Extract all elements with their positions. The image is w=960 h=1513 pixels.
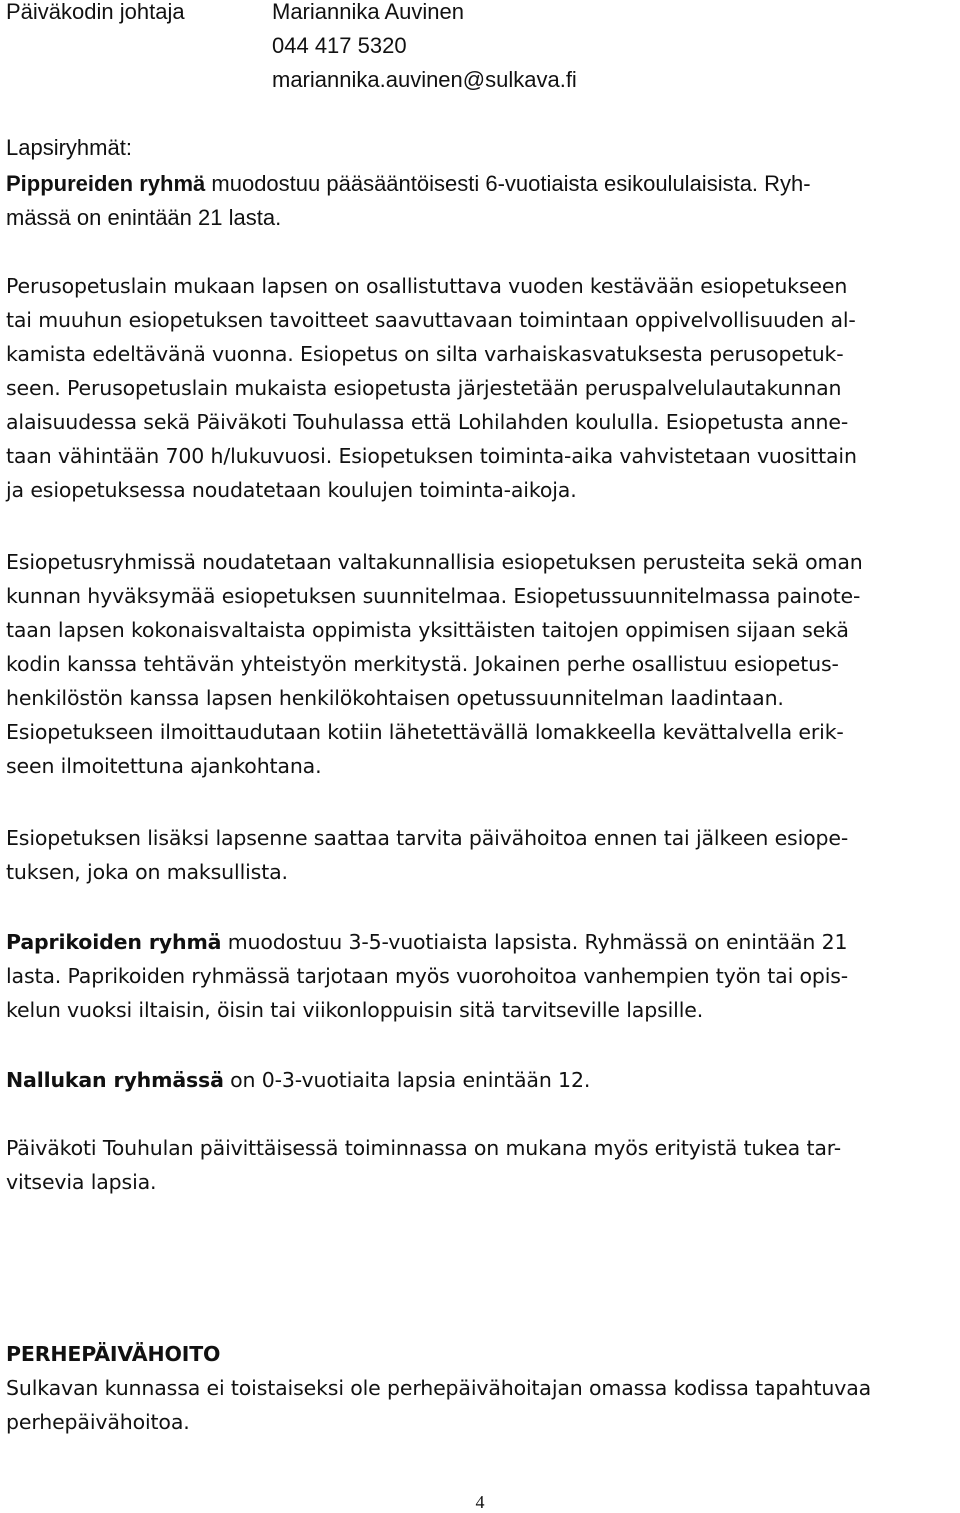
text-line: Esiopetukseen ilmoittaudutaan kotiin lähetettävällä lomakkeella kevättalvella erik- <box>6 720 844 744</box>
pippurit-line-1 <box>6 168 811 200</box>
text-line: Esiopetusryhmissä noudatetaan valtakunnallisia esiopetuksen perusteita sekä oman <box>6 550 863 574</box>
text-line: tuksen, joka on maksullista. <box>6 860 288 884</box>
text-line: kunnan hyväksymää esiopetuksen suunnitelmaa. Esiopetussuunnitelmassa painote- <box>6 584 861 608</box>
text-line: Perusopetuslain mukaan lapsen on osallistuttava vuoden kestävään esiopetukseen <box>6 274 848 298</box>
text-line: ja esiopetuksessa noudatetaan koulujen toiminta-aikoja. <box>6 478 577 502</box>
text-line: taan vähintään 700 h/lukuvuosi. Esiopetuksen toiminta-aika vahvistetaan vuosittain <box>6 444 857 468</box>
text-line: Sulkavan kunnassa ei toistaiseksi ole perhepäivähoitajan omassa kodissa tapahtuvaa <box>6 1376 872 1400</box>
text-line: Esiopetuksen lisäksi lapsenne saattaa tarvita päivähoitoa ennen tai jälkeen esiope- <box>6 826 849 850</box>
text-line: kodin kanssa tehtävän yhteistyön merkitystä. Jokainen perhe osallistuu esiopetus- <box>6 652 839 676</box>
text-line: kelun vuoksi iltaisin, öisin tai viikonloppuisin sitä tarvitseville lapsille. <box>6 998 704 1022</box>
text-line: perhepäivähoitoa. <box>6 1410 190 1434</box>
contact-phone: 044 417 5320 <box>272 33 407 58</box>
contact-email: mariannika.auvinen@sulkava.fi <box>272 67 577 92</box>
text-line: alaisuudessa sekä Päiväkoti Touhulassa että Lohilahden koululla. Esiopetusta anne- <box>6 410 849 434</box>
text-line: seen ilmoitettuna ajankohtana. <box>6 754 322 778</box>
text-line: henkilöstön kanssa lapsen henkilökohtaisen opetussuunnitelman laadintaan. <box>6 686 784 710</box>
pippurit-text: muodostuu pääsääntöisesti 6-vuotiaista esikoululaisista. Ryh- <box>205 171 811 196</box>
page-number: 4 <box>475 1492 485 1512</box>
text-line: lasta. Paprikoiden ryhmässä tarjotaan myös vuorohoitoa vanhempien työn tai opis- <box>6 964 849 988</box>
text-line: tai muuhun esiopetuksen tavoitteet saavuttavaan toimintaan oppivelvollisuuden al- <box>6 308 856 332</box>
text-line: Päiväkoti Touhulan päivittäisessä toiminnassa on mukana myös erityistä tukea tar- <box>6 1136 841 1160</box>
text-line: vitsevia lapsia. <box>6 1170 157 1194</box>
pippurit-line-2: mässä on enintään 21 lasta. <box>6 205 282 230</box>
text-line: seen. Perusopetuslain mukaista esiopetusta järjestetään peruspalvelulautakunnan <box>6 376 842 400</box>
text-line: Paprikoiden ryhmä muodostuu 3-5-vuotiaista lapsista. Ryhmässä on enintään 21 <box>6 930 848 954</box>
text-line: kamista edeltävänä vuonna. Esiopetus on silta varhaiskasvatuksesta perusopetuk- <box>6 342 844 366</box>
pippurit-group-name: Pippureiden ryhmä <box>6 171 206 196</box>
groups-heading: Lapsiryhmät: <box>6 135 132 160</box>
contact-name: Mariannika Auvinen <box>272 0 465 24</box>
paragraph-nallukat: Nallukan ryhmässä on 0-3-vuotiaita lapsia enintään 12. <box>6 1068 591 1092</box>
text-line: taan lapsen kokonaisvaltaista oppimista yksittäisten taitojen oppimisen sijaan sekä <box>6 618 849 642</box>
role-label: Päiväkodin johtaja <box>6 0 185 24</box>
nallukat-group-name: Nallukan ryhmässä <box>6 1068 224 1092</box>
paprikat-group-name: Paprikoiden ryhmä <box>6 930 222 954</box>
section-heading: PERHEPÄIVÄHOITO <box>6 1342 221 1366</box>
